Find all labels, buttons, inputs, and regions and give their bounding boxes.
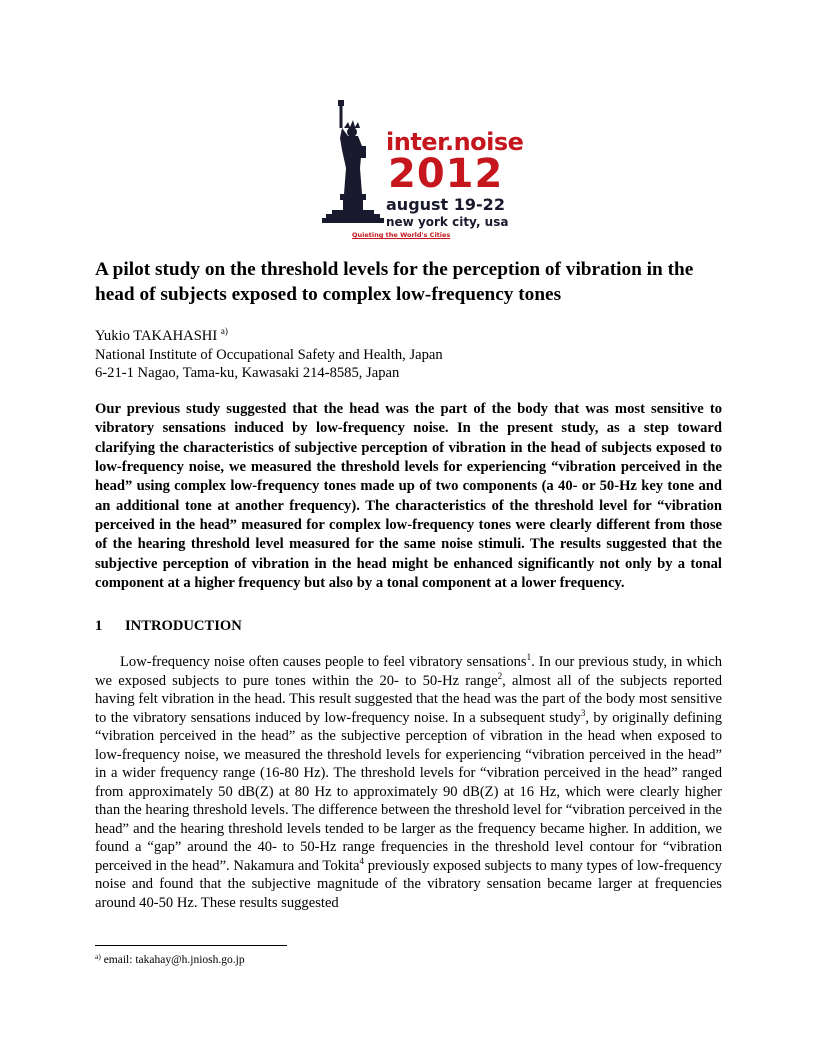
- citation-4: 4: [359, 855, 365, 866]
- intro-text-2: . In our previous study, in which we exposed subjects to pure tones within the 20- to 50-Hz range: [95, 654, 723, 689]
- logo-year: 2012: [388, 151, 504, 197]
- logo-tagline: Quieting the World's Cities: [352, 231, 451, 239]
- intro-text-1: Low-frequency noise often causes people to feel vibratory sensations: [120, 654, 527, 670]
- author-block: [95, 327, 735, 383]
- footnote-mark: a): [95, 952, 101, 961]
- footnote-divider: [95, 945, 287, 946]
- citation-2: 2: [497, 670, 503, 681]
- intro-text-5: previously exposed subjects to many types of low-frequency noise and found that the subjective magnitude of the vibratory sensation became larger at frequencies around 40-50 Hz. These results suggested: [95, 857, 722, 911]
- footnote: [95, 954, 245, 966]
- section-heading: [95, 618, 242, 635]
- citation-3: 3: [580, 707, 586, 718]
- section-title: INTRODUCTION: [125, 618, 242, 634]
- abstract: Our previous study suggested that the head was the part of the body that was most sensitive to vibratory sensations induced by low-frequency noise. In the present study, as a step toward clarifying the characteristics of subjective perception of vibration in the head of subjects exposed to low-frequency noise, we measured the threshold levels for experiencing “vibration perceived in the head” using complex low-frequency tones made up of two components (a 40- or 50-Hz key tone and an additional tone at another frequency). The characteristics of the threshold level for “vibration perceived in the head” measured for complex low-frequency tones were clearly different from those of the hearing threshold level measured for the same noise stimuli. The results suggested that the subjective perception of vibration in the head might be enhanced significantly not only by a tonal component at a higher frequency but also by a tonal component at a lower frequency.: [95, 401, 722, 592]
- introduction-paragraph: [95, 653, 722, 912]
- conference-logo: [318, 98, 524, 244]
- intro-text-3: , almost all of the subjects reported having felt vibration in the head. This result suggested that the head was the part of the body most sensitive to the vibratory sensations induced by low-frequency noise. In a subsequent study: [95, 672, 722, 726]
- address: 6-21-1 Nagao, Tama-ku, Kawasaki 214-8585, Japan: [95, 365, 400, 381]
- statue-of-liberty-icon: [318, 98, 388, 228]
- paper-title: A pilot study on the threshold levels for the perception of vibration in the head of subjects exposed to complex low-frequency tones: [95, 259, 694, 305]
- footnote-email: email: takahay@h.jniosh.go.jp: [100, 954, 245, 966]
- logo-dates: august 19-22: [386, 195, 505, 214]
- citation-1: 1: [526, 652, 532, 662]
- author-footnote-mark: a): [220, 326, 228, 336]
- affiliation: National Institute of Occupational Safety and Health, Japan: [95, 346, 443, 363]
- logo-city: new york city, usa: [386, 215, 509, 229]
- author-line: [95, 327, 735, 346]
- logo-brand: inter.noise: [386, 128, 524, 156]
- intro-text-4: , by originally defining “vibration perceived in the head” as the subjective perception of vibration in the head when exposed to low-frequency noise, we measured the threshold levels for experiencing “vibration perceived in the head” in a wider frequency range (16-80 Hz). The threshold levels for “vibration perceived in the head” ranged from approximately 50 dB(Z) at 80 Hz to approximately 90 dB(Z) at 16 Hz, which were clearly higher than the hearing threshold levels. The difference between the threshold level for “vibration perceived in the head” and the hearing threshold levels tended to be larger as the frequency became higher. In addition, we found a “gap” around the 40- to 50-Hz range frequencies in the threshold level contour for “vibration perceived in the head”. Nakamura and Tokita: [95, 709, 722, 874]
- section-number: 1: [95, 618, 103, 634]
- author-name: Yukio TAKAHASHI: [95, 328, 218, 344]
